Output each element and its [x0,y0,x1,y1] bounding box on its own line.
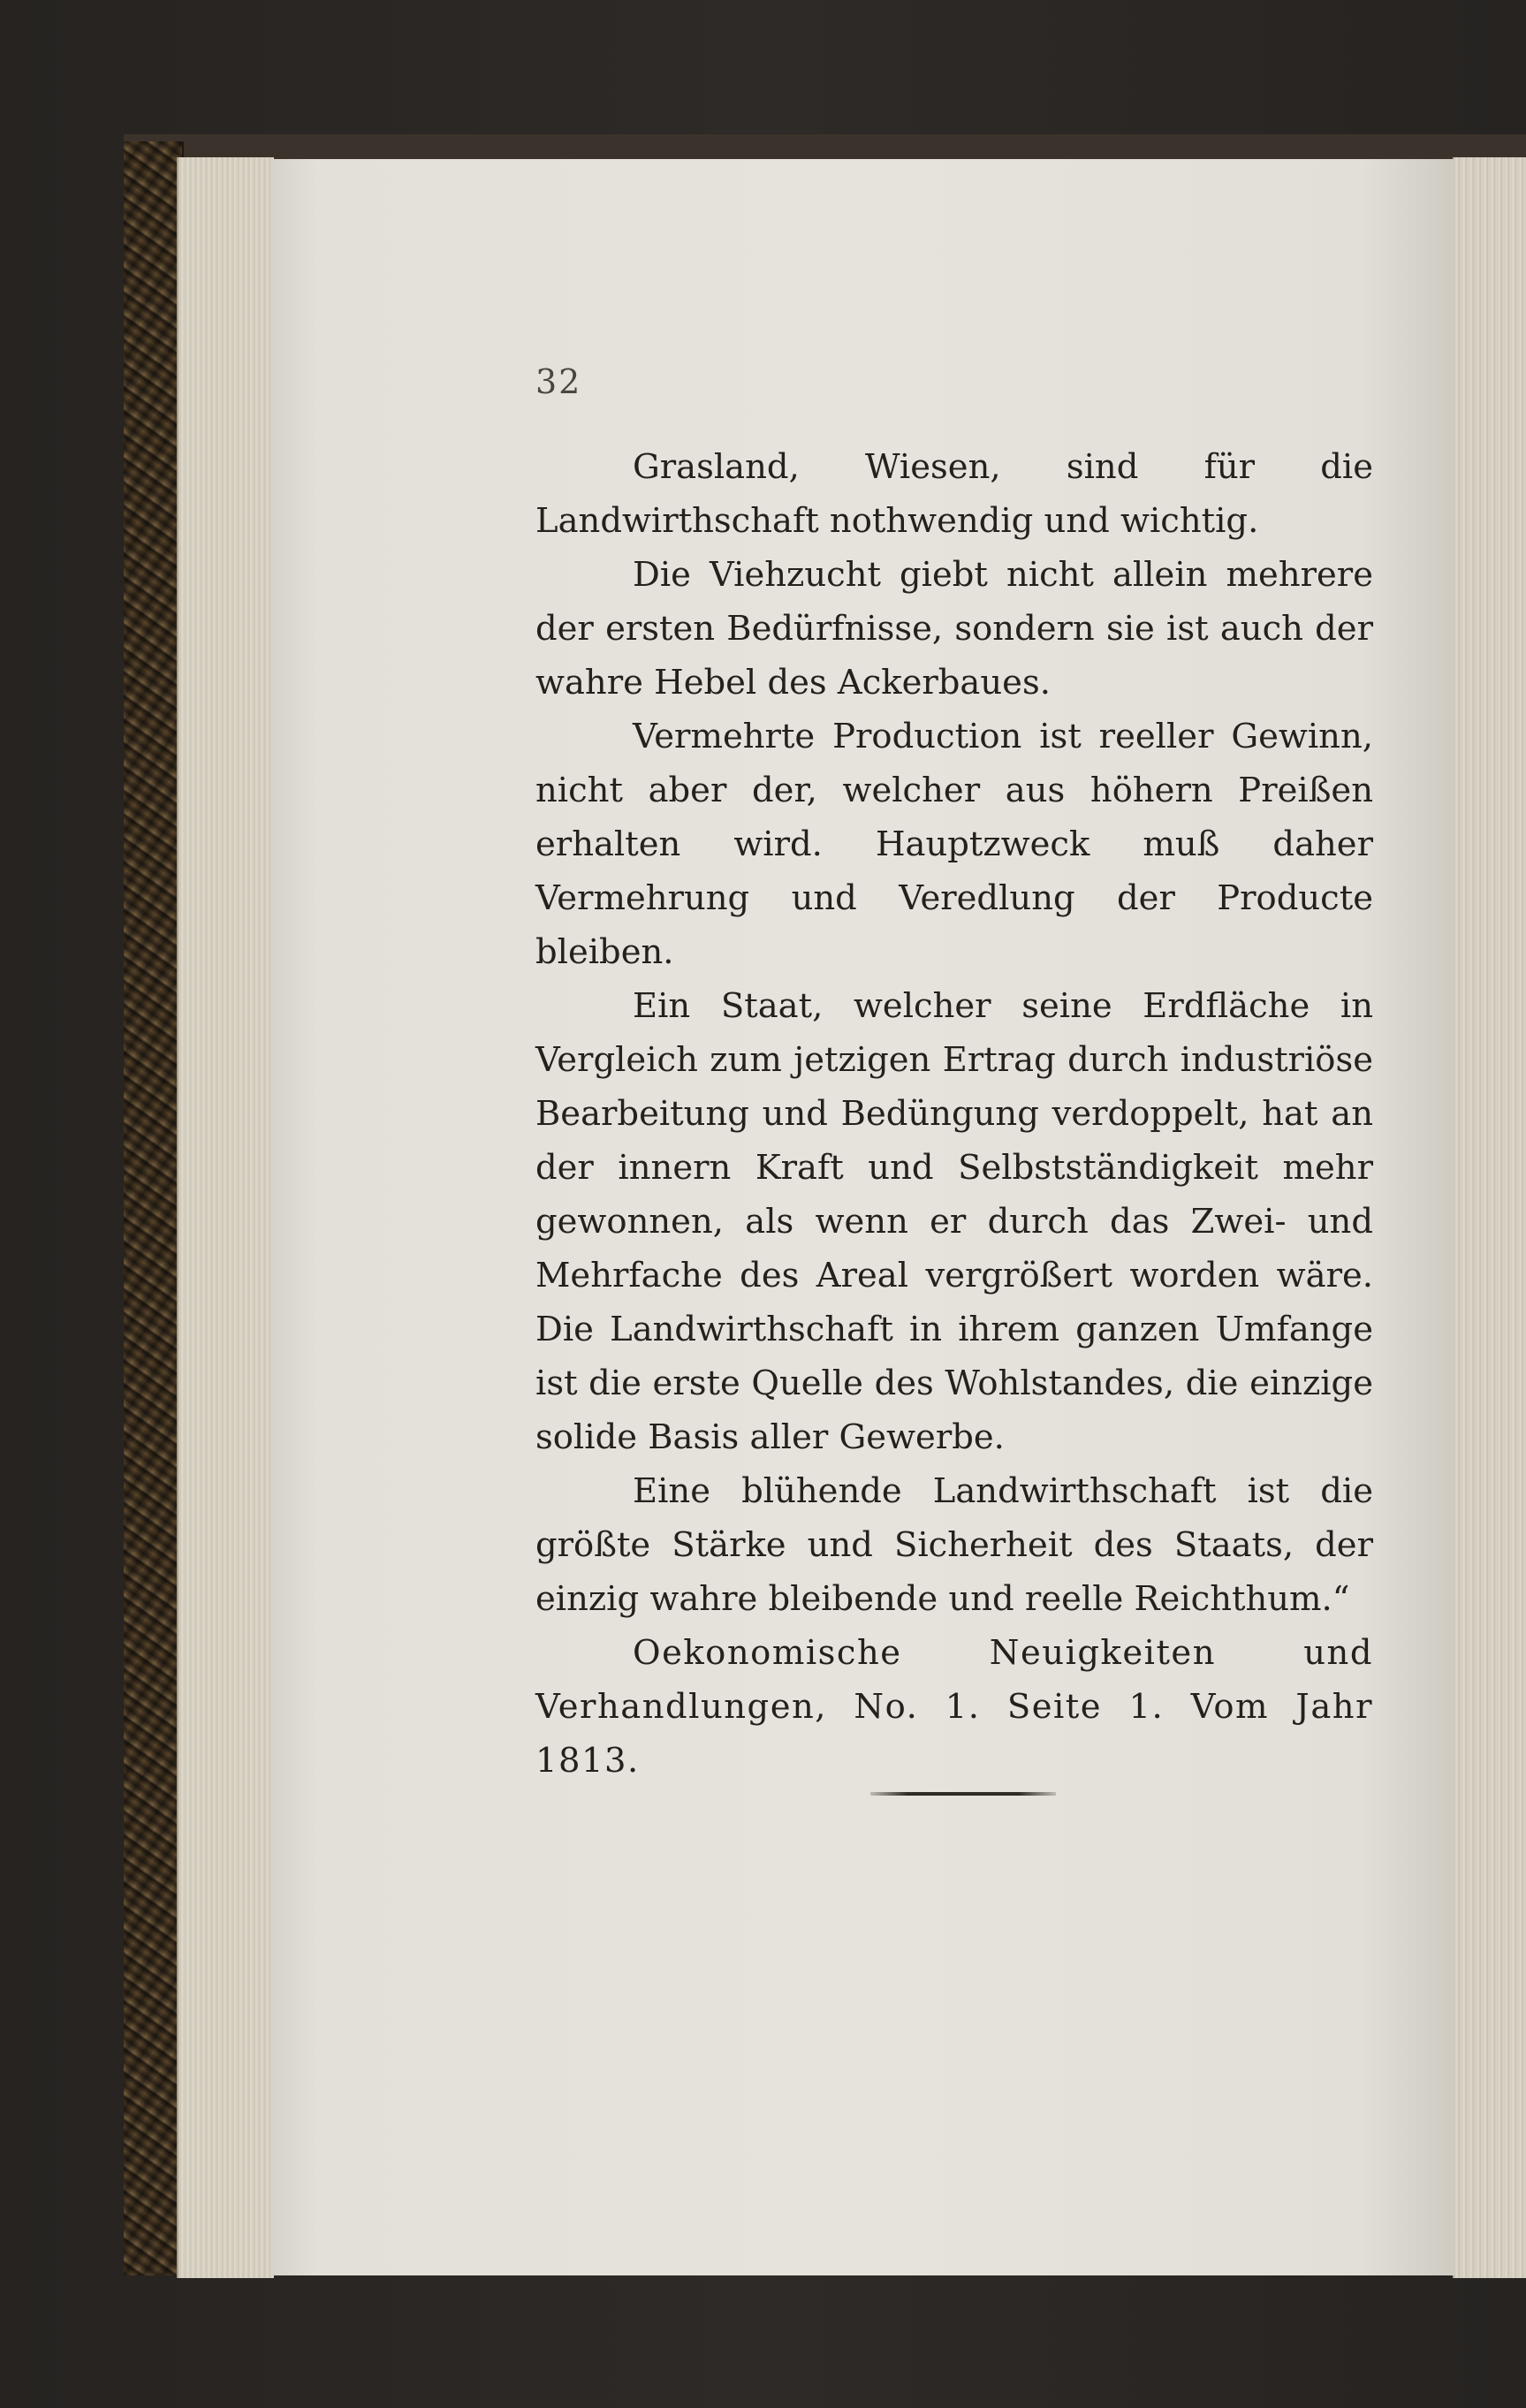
page-stack-left [177,157,274,2278]
page-number: 32 [535,362,582,401]
paragraph: Ein Staat, welcher seine Erdfläche in Vergleich zum jetzigen Ertrag durch industriöse Bearbeitung und Bedüngung verdoppelt, hat an der innern Kraft und Selbstständigkeit mehr gewonnen, als wenn er durch das Zwei- und Mehrfache des Areal vergrößert worden wäre. Die Landwirthschaft in ihrem ganzen Umfange ist die erste Quelle des Wohlstandes, die einzige solide Basis aller Gewerbe. [535,986,1373,1457]
paragraph: Die Viehzucht giebt nicht allein mehrere der ersten Bedürfnisse, sondern sie ist auch der wahre Hebel des Ackerbaues. [535,555,1373,703]
citation: Oekonomische Neuigkeiten und Verhandlungen, No. 1. Seite 1. Vom Jahr 1813. [535,1633,1373,1781]
page-text [535,440,1373,1788]
end-rule [870,1792,1056,1796]
paragraph: Grasland, Wiesen, sind für die Landwirthschaft nothwendig und wichtig. [535,447,1373,541]
marbled-cover [124,141,184,2275]
paragraph: Eine blühende Landwirthschaft ist die größte Stärke und Sicherheit des Staats, der einzig wahre bleibende und reelle Reichthum.“ [535,1471,1373,1619]
paragraph: Vermehrte Production ist reeller Gewinn, nicht aber der, welcher aus höhern Preißen erhalten wird. Hauptzweck muß daher Vermehrung und Veredlung der Producte bleiben. [535,717,1373,972]
page-stack-right [1453,157,1526,2278]
book-cover-edge [124,134,1526,161]
